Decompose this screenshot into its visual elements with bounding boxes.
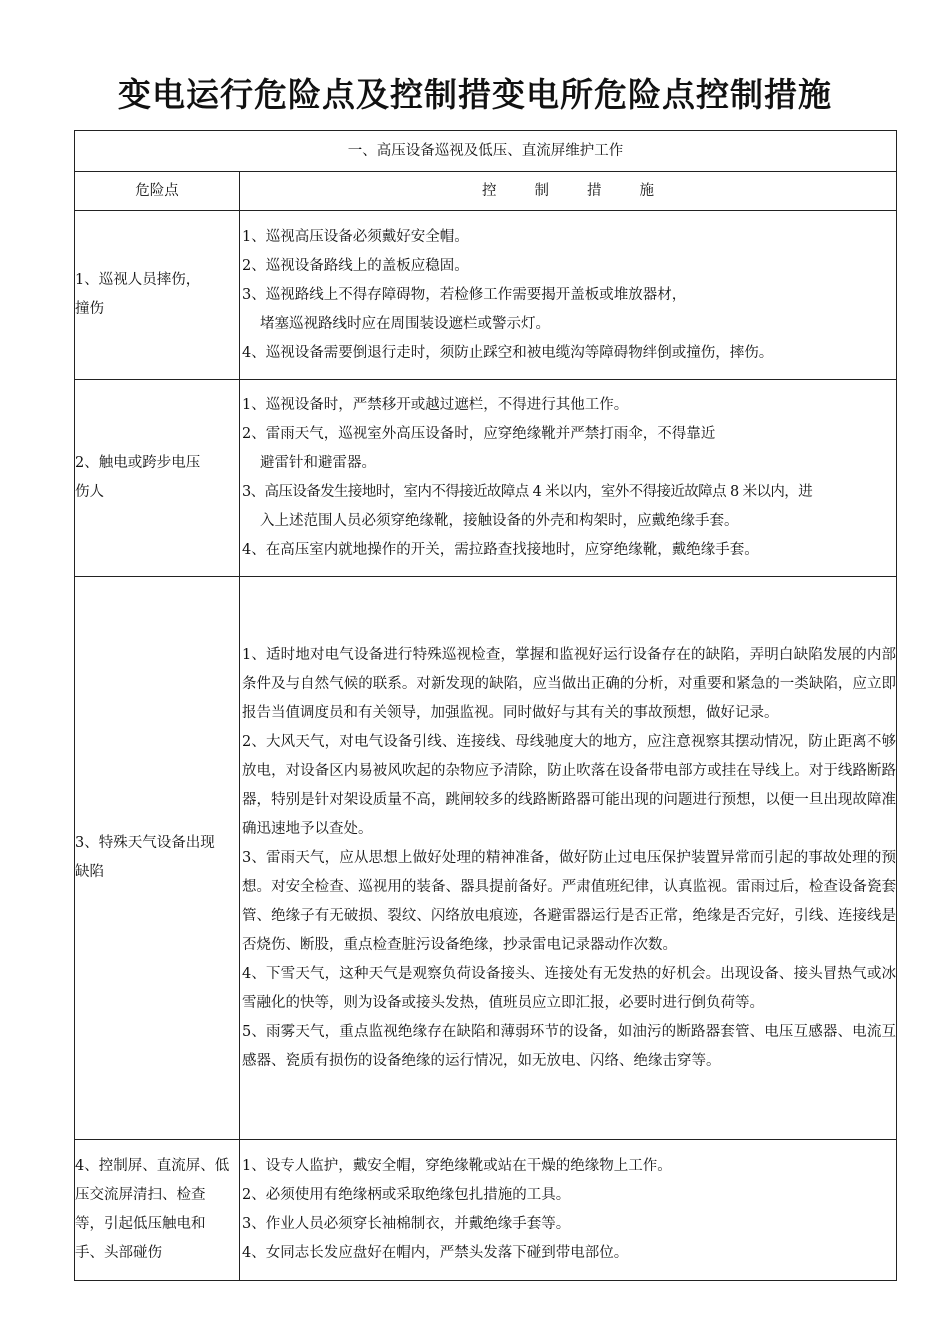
- measure-line: 避雷针和避雷器。: [260, 455, 376, 471]
- measure-line: 3、高压设备发生接地时，室内不得接近故障点 4 米以内，室外不得接近故障点 8 米以内，进: [242, 484, 813, 500]
- measure-line: 2、必须使用有绝缘柄或采取绝缘包扎措施的工具。: [242, 1187, 571, 1203]
- measure-line: 4、巡视设备需要倒退行走时，须防止踩空和被电缆沟等障碍物绊倒或撞伤，摔伤。: [242, 344, 774, 361]
- measure-line: 4、女同志长发应盘好在帽内，严禁头发落下碰到带电部位。: [242, 1245, 629, 1261]
- measure-line: 1、巡视高压设备必须戴好安全帽。: [242, 228, 469, 245]
- hazard-cell: [75, 1140, 240, 1281]
- hazard-line: 4、控制屏、直流屏、低: [75, 1158, 230, 1174]
- measure-line: 3、巡视路线上不得存障碍物，若检修工作需要揭开盖板或堆放器材，: [242, 286, 687, 303]
- measure-line: 2、巡视设备路线上的盖板应稳固。: [242, 257, 469, 274]
- header-measures: 控制措施: [240, 172, 897, 211]
- hazard-line: 伤人: [75, 484, 104, 500]
- hazard-line: 撞伤: [75, 301, 104, 317]
- hazard-line: 2、触电或跨步电压: [75, 455, 201, 471]
- hazard-cell: [75, 211, 240, 380]
- measures-cell: [240, 380, 897, 577]
- measure-line: 3、作业人员必须穿长袖棉制衣，并戴绝缘手套等。: [242, 1216, 571, 1232]
- table-header-row: [75, 172, 897, 211]
- document-title: 变电运行危险点及控制措变电所危险点控制措施: [118, 75, 832, 114]
- header-hazard: 危险点: [75, 172, 240, 211]
- hazard-line: 3、特殊天气设备出现: [75, 835, 215, 851]
- hazard-line: 等，引起低压触电和: [75, 1216, 206, 1232]
- table-row: [75, 380, 897, 577]
- measure-line: 入上述范围人员必须穿绝缘靴，接触设备的外壳和构架时，应戴绝缘手套。: [260, 513, 739, 529]
- measure-line: 1、巡视设备时，严禁移开或越过遮栏，不得进行其他工作。: [242, 397, 629, 413]
- measure-paragraph: 2、大风天气，对电气设备引线、连接线、母线驰度大的地方，应注意视察其摆动情况，防止距离不够放电，对设备区内易被风吹起的杂物应予清除，防止吹落在设备带电部方或挂在导线上。对于线路断路器，特别是针对架设质量不高，跳闸较多的线路断路器可能出现的问题进行预想，以便一旦出现故障准确迅速地予以查处。: [242, 733, 896, 837]
- table-row: [75, 1140, 897, 1281]
- measure-paragraph: 5、雨雾天气，重点监视绝缘存在缺陷和薄弱环节的设备，如油污的断路器套管、电压互感器、电流互感器、瓷质有损伤的设备绝缘的运行情况，如无放电、闪络、绝缘击穿等。: [242, 1023, 896, 1069]
- hazard-line: 手、头部碰伤: [75, 1245, 162, 1261]
- measure-line: 堵塞巡视路线时应在周围装设遮栏或警示灯。: [260, 315, 550, 332]
- measure-line: 1、设专人监护，戴安全帽，穿绝缘靴或站在干燥的绝缘物上工作。: [242, 1158, 672, 1174]
- table-row: [75, 211, 897, 380]
- hazard-cell: [75, 380, 240, 577]
- section-title-row: [75, 131, 897, 172]
- table-row: [75, 577, 897, 1140]
- section-title: 一、高压设备巡视及低压、直流屏维护工作: [75, 131, 897, 172]
- measure-line: 4、在高压室内就地操作的开关，需拉路查找接地时，应穿绝缘靴，戴绝缘手套。: [242, 542, 759, 558]
- hazard-line: 1、巡视人员摔伤，: [75, 272, 201, 288]
- hazard-line: 缺陷: [75, 864, 104, 880]
- measures-cell: [240, 211, 897, 380]
- hazard-cell: [75, 577, 240, 1140]
- measure-paragraph: 3、雷雨天气，应从思想上做好处理的精神准备，做好防止过电压保护装置异常而引起的事故处理的预想。对安全检查、巡视用的装备、器具提前备好。严肃值班纪律，认真监视。雷雨过后，检查设备瓷套管、绝缘子有无破损、裂纹、闪络放电痕迹，各避雷器运行是否正常，绝缘是否完好，引线、连接线是否烧伤、断股，重点检查脏污设备绝缘，抄录雷电记录器动作次数。: [242, 849, 896, 953]
- measure-line: 2、雷雨天气，巡视室外高压设备时，应穿绝缘靴并严禁打雨伞，不得靠近: [242, 426, 716, 442]
- measure-paragraph: 4、下雪天气，这种天气是观察负荷设备接头、连接处有无发热的好机会。出现设备、接头冒热气或冰雪融化的快等，则为设备或接头发热，值班员应立即汇报，必要时进行倒负荷等。: [242, 965, 896, 1011]
- measures-cell: [240, 577, 897, 1140]
- hazard-line: 压交流屏清扫、检查: [75, 1187, 206, 1203]
- measures-cell: [240, 1140, 897, 1281]
- measure-paragraph: 1、适时地对电气设备进行特殊巡视检查，掌握和监视好运行设备存在的缺陷，弄明白缺陷发展的内部条件及与自然气候的联系。对新发现的缺陷，应当做出正确的分析，对重要和紧急的一类缺陷，应立即报告当值调度员和有关领导，加强监视。同时做好与其有关的事故预想，做好记录。: [242, 646, 896, 721]
- hazard-control-table: [74, 130, 897, 1281]
